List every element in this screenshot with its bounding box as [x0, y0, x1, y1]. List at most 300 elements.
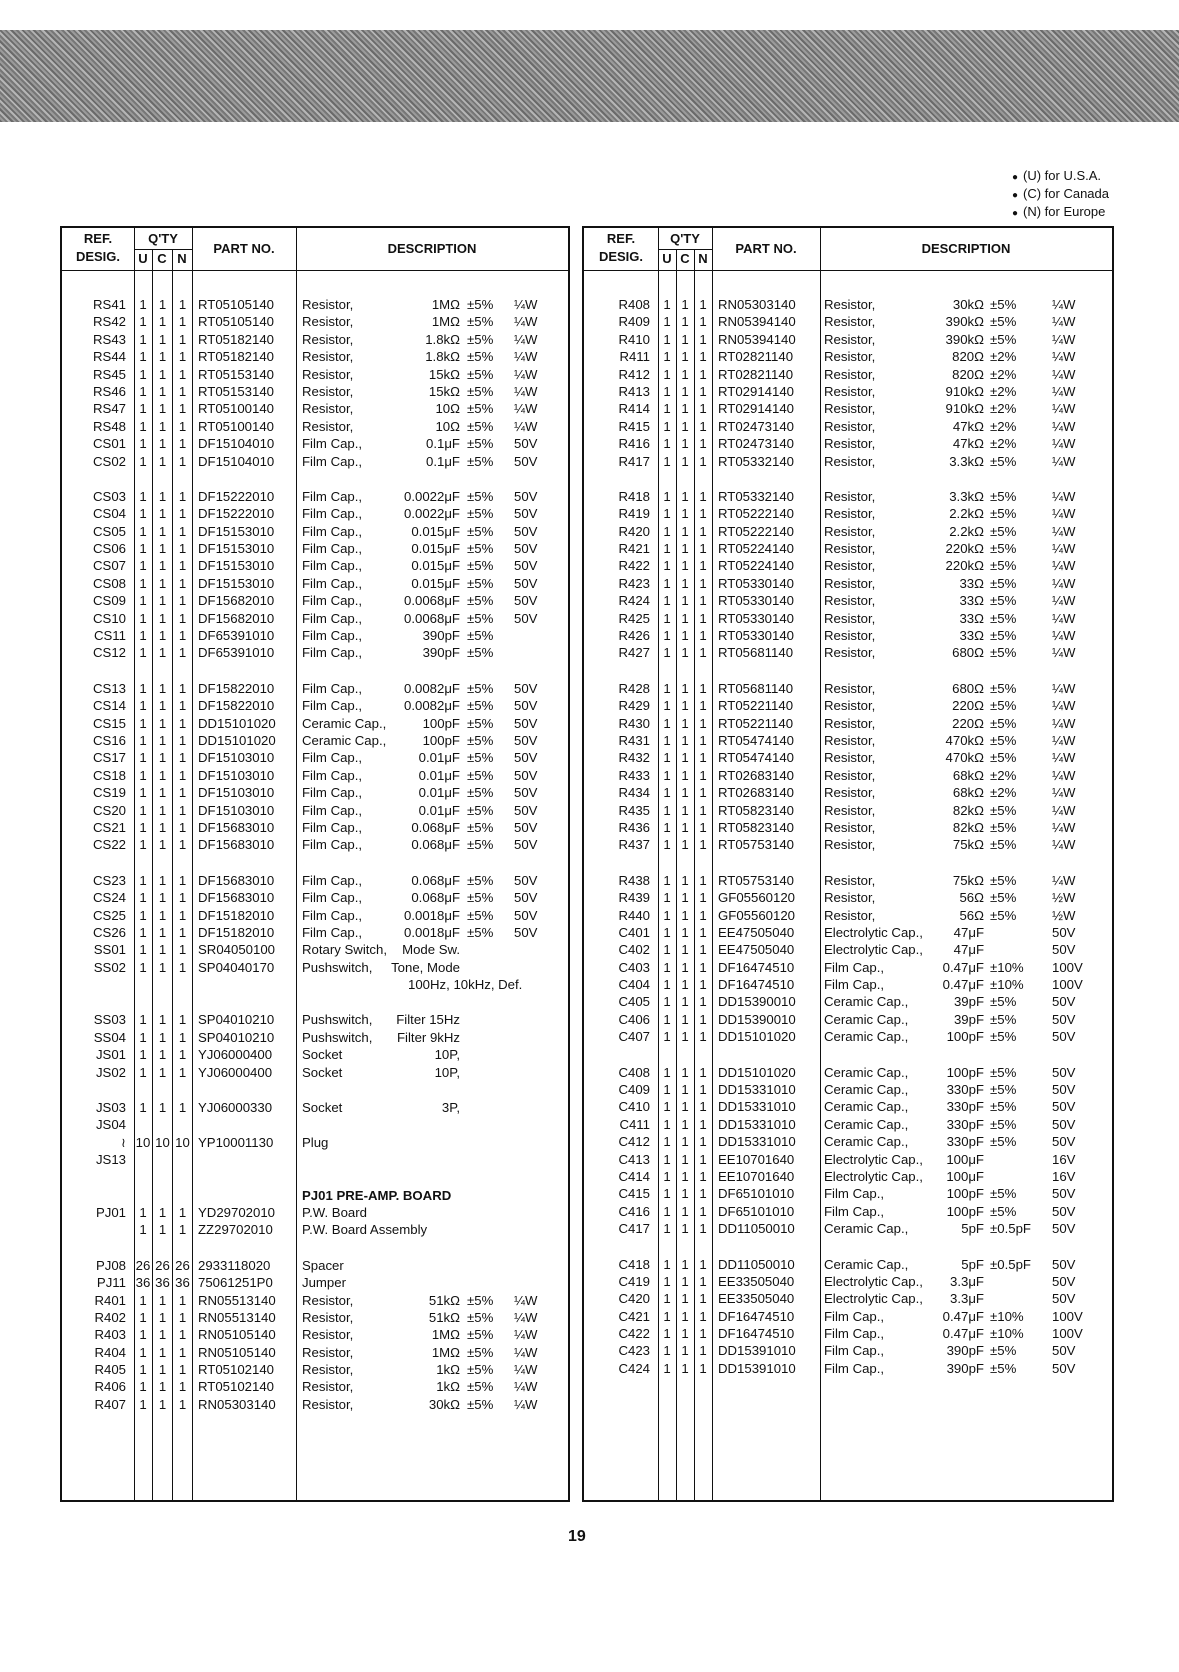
cell-value: 0.015μF	[411, 558, 460, 574]
cell-qty-c: 1	[158, 558, 167, 574]
table-row	[62, 366, 568, 383]
cell-part-no: YJ06000400	[198, 1064, 273, 1080]
cell-qty-u: 1	[139, 732, 147, 748]
cell-qty-u: 1	[139, 802, 147, 818]
cell-tolerance: ±5%	[990, 872, 1017, 888]
cell-qty-c: 1	[681, 1273, 689, 1289]
cell-qty-u: 1	[663, 1151, 671, 1167]
cell-tolerance: ±5%	[467, 488, 494, 504]
cell-qty-n: 1	[699, 297, 707, 312]
cell-rating: ¼W	[1052, 366, 1076, 382]
cell-ref: C404	[618, 977, 650, 993]
cell-ref: CS03	[93, 488, 126, 504]
cell-tolerance: ±5%	[990, 610, 1017, 626]
cell-part-no: 2933118020	[198, 1257, 271, 1273]
cell-qty-u: 1	[663, 488, 671, 504]
cell-value: 1MΩ	[431, 1327, 460, 1343]
cell-qty-u: 1	[139, 750, 147, 766]
row-spacer	[62, 854, 568, 872]
cell-qty-c: 1	[158, 383, 167, 399]
cell-description: Ceramic Cap.,	[824, 1134, 909, 1150]
cell-description: Resistor,	[824, 593, 876, 609]
table-row	[584, 1256, 1112, 1273]
table-row	[584, 1360, 1112, 1377]
cell-qty-c: 1	[158, 1309, 167, 1325]
cell-description: Resistor,	[824, 907, 876, 923]
cell-value: 33Ω	[959, 628, 984, 644]
cell-value: 1MΩ	[431, 297, 460, 312]
cell-part-no: RT05823140	[718, 802, 795, 818]
bullet-icon: ●	[1011, 208, 1019, 219]
cell-ref: R424	[618, 593, 650, 609]
cell-qty-u: 1	[663, 959, 671, 975]
cell-qty-c: 1	[681, 732, 689, 748]
cell-rating: ¼W	[514, 297, 538, 312]
cell-tolerance: ±5%	[467, 819, 494, 835]
cell-ref: C412	[618, 1134, 650, 1150]
cell-qty-n: 1	[699, 541, 707, 557]
cell-value: 0.01μF	[418, 785, 460, 801]
cell-qty-u: 1	[663, 872, 671, 888]
cell-qty-c: 1	[158, 1222, 167, 1238]
cell-qty-n: 1	[699, 1134, 707, 1150]
cell-value: 390pF	[422, 645, 460, 661]
cell-rating: 100V	[1052, 1326, 1083, 1342]
cell-description: Resistor,	[824, 785, 876, 801]
cell-description: Film Cap.,	[302, 558, 363, 574]
cell-value: 75kΩ	[952, 872, 984, 888]
cell-rating: 50V	[514, 698, 538, 714]
cell-ref: R439	[618, 890, 650, 906]
cell-tolerance: ±5%	[990, 506, 1017, 522]
cell-tolerance: ±5%	[990, 1186, 1017, 1202]
cell-ref: CS26	[93, 924, 126, 940]
cell-tolerance: ±5%	[467, 506, 494, 522]
cell-ref: R428	[618, 680, 650, 696]
cell-rating: ¼W	[514, 418, 538, 434]
cell-rating: ½W	[1052, 907, 1076, 923]
cell-qty-u: 1	[663, 750, 671, 766]
cell-rating: ¼W	[514, 1379, 538, 1395]
cell-part-no: DF15682010	[198, 593, 275, 609]
cell-qty-u: 1	[663, 1273, 671, 1289]
cell-qty-c: 1	[158, 488, 167, 504]
table-row	[584, 331, 1112, 348]
cell-value: 0.0068μF	[404, 610, 460, 626]
cell-value: 390pF	[422, 628, 460, 644]
cell-tolerance: ±5%	[990, 890, 1017, 906]
table-row	[584, 836, 1112, 853]
table-row	[62, 802, 568, 819]
table-row	[584, 644, 1112, 661]
table-row	[62, 313, 568, 330]
cell-value: 100pF	[946, 1203, 984, 1219]
cell-qty-n: 1	[178, 349, 187, 365]
cell-part-no: YP10001130	[198, 1134, 274, 1150]
cell-qty-u: 1	[139, 523, 147, 539]
cell-ref: RS42	[93, 314, 126, 330]
cell-part-no: RN05513140	[198, 1309, 276, 1325]
row-spacer	[62, 662, 568, 680]
cell-part-no: YJ06000330	[198, 1100, 273, 1116]
cell-value: 0.0022μF	[404, 488, 460, 504]
cell-tolerance: ±5%	[990, 1064, 1017, 1080]
cell-ref: C415	[618, 1186, 650, 1202]
cell-description: Resistor,	[824, 436, 876, 452]
cell-rating: 50V	[514, 907, 538, 923]
cell-qty-u: 1	[663, 767, 671, 783]
table-row	[62, 1274, 568, 1291]
cell-part-no: DF15153010	[198, 523, 275, 539]
cell-value: 0.47μF	[942, 959, 984, 975]
cell-qty-u: 1	[139, 837, 147, 853]
cell-qty-u: 1	[663, 1116, 671, 1132]
cell-part-no: RT05182140	[198, 349, 275, 365]
table-row	[584, 697, 1112, 714]
cell-value: 0.015μF	[411, 575, 460, 591]
cell-value: 1MΩ	[431, 1344, 460, 1360]
cell-qty-c: 10	[155, 1134, 170, 1150]
col-header-description: DESCRIPTION	[387, 241, 477, 256]
cell-description: Ceramic Cap.,	[824, 1029, 909, 1045]
cell-qty-n: 1	[178, 750, 187, 766]
cell-tolerance: ±2%	[990, 366, 1017, 382]
table-row	[62, 575, 568, 592]
table-row	[62, 540, 568, 557]
cell-value: 470kΩ	[945, 732, 984, 748]
cell-qty-n: 1	[178, 314, 187, 330]
legend-item: ● (C) for Canada	[1011, 186, 1109, 201]
cell-qty-u: 1	[663, 314, 671, 330]
table-row	[584, 610, 1112, 627]
cell-qty-u: 1	[139, 541, 147, 557]
cell-ref: RS47	[93, 401, 126, 417]
cell-qty-n: 1	[178, 418, 187, 434]
cell-part-no: DD15331010	[718, 1082, 796, 1098]
cell-part-no: ZZ29702010	[198, 1222, 273, 1238]
cell-description: Film Cap.,	[824, 1326, 885, 1342]
cell-qty-n: 1	[699, 680, 707, 696]
scanned-header-band	[0, 30, 1179, 122]
cell-description: Socket	[302, 1047, 343, 1063]
cell-ref: R431	[618, 732, 650, 748]
cell-ref: R422	[618, 558, 650, 574]
cell-value: 82kΩ	[952, 802, 984, 818]
cell-value: 30kΩ	[428, 1396, 460, 1412]
cell-ref: CS22	[93, 837, 126, 853]
cell-part-no: RT05474140	[718, 732, 795, 748]
cell-qty-u: 1	[139, 819, 147, 835]
cell-part-no: RT05221140	[718, 698, 794, 714]
cell-qty-n: 1	[699, 1029, 707, 1045]
cell-qty-u: 1	[139, 628, 147, 644]
cell-value: 56Ω	[959, 907, 984, 923]
cell-description: Resistor,	[302, 1292, 354, 1308]
cell-part-no: RT02683140	[718, 767, 795, 783]
cell-qty-n: 1	[178, 1204, 187, 1220]
cell-rating: ¼W	[1052, 453, 1076, 469]
cell-description: Ceramic Cap.,	[824, 1256, 909, 1272]
cell-description: Resistor,	[824, 314, 876, 330]
cell-rating: ¼W	[1052, 314, 1076, 330]
cell-tolerance: ±5%	[990, 698, 1017, 714]
cell-description: Ceramic Cap.,	[824, 1099, 909, 1115]
cell-part-no: DD15101020	[718, 1064, 796, 1080]
table-row	[62, 435, 568, 452]
cell-part-no: DF15683010	[198, 819, 275, 835]
cell-part-no: DF16474510	[718, 959, 795, 975]
cell-value: 0.1μF	[426, 453, 460, 469]
cell-rating: ¼W	[1052, 732, 1076, 748]
cell-rating: ¼W	[514, 366, 538, 382]
cell-part-no: EE33505040	[718, 1291, 795, 1307]
cell-value: 1.8kΩ	[425, 331, 460, 347]
cell-qty-u: 1	[139, 645, 147, 661]
cell-qty-c: 1	[158, 314, 167, 330]
cell-qty-n: 1	[699, 418, 707, 434]
cell-ref: RS48	[93, 418, 126, 434]
cell-description: Spacer	[302, 1257, 344, 1273]
cell-ref: CS23	[93, 872, 126, 888]
cell-value: 0.0082μF	[404, 698, 460, 714]
cell-description: Film Cap.,	[824, 1203, 885, 1219]
cell-tolerance: ±5%	[467, 837, 494, 853]
cell-qty-n: 1	[178, 680, 187, 696]
cell-rating: ¼W	[514, 331, 538, 347]
cell-ref: SS04	[93, 1029, 126, 1045]
cell-rating: ½W	[1052, 890, 1076, 906]
cell-value: 15kΩ	[428, 383, 460, 399]
cell-qty-c: 1	[681, 1168, 689, 1184]
cell-part-no: DF15153010	[198, 541, 275, 557]
cell-qty-u: 1	[139, 1344, 147, 1360]
cell-tolerance: ±5%	[467, 610, 494, 626]
table-row	[62, 732, 568, 749]
cell-qty-c: 1	[681, 1064, 689, 1080]
table-row	[62, 889, 568, 906]
cell-value: 0.015μF	[411, 523, 460, 539]
cell-qty-c: 1	[158, 610, 167, 626]
cell-rating: 50V	[1052, 1029, 1076, 1045]
table-row	[62, 1257, 568, 1274]
cell-qty-c: 1	[681, 523, 689, 539]
cell-tolerance: ±5%	[467, 297, 494, 312]
cell-qty-c: 1	[681, 593, 689, 609]
legend-item: ● (U) for U.S.A.	[1011, 168, 1102, 183]
table-row	[584, 802, 1112, 819]
cell-qty-u: 1	[663, 907, 671, 923]
cell-ref: JS03	[95, 1100, 126, 1116]
cell-ref: R418	[618, 488, 650, 504]
cell-rating: ¼W	[1052, 610, 1076, 626]
cell-qty-c: 1	[158, 924, 167, 940]
cell-qty-n: 1	[178, 837, 187, 853]
cell-qty-n: 1	[178, 383, 187, 399]
cell-description: Film Cap.,	[302, 645, 363, 661]
cell-qty-c: 1	[158, 1379, 167, 1395]
table-row	[62, 680, 568, 697]
cell-qty-c: 1	[158, 819, 167, 835]
table-row	[584, 924, 1112, 941]
cell-qty-n: 1	[178, 593, 187, 609]
cell-description: Resistor,	[824, 750, 876, 766]
cell-description: Ceramic Cap.,	[824, 1064, 909, 1080]
cell-description: Film Cap.,	[302, 610, 363, 626]
cell-qty-c: 1	[158, 907, 167, 923]
cell-qty-c: 1	[681, 1151, 689, 1167]
cell-qty-c: 1	[681, 767, 689, 783]
cell-rating: 50V	[1052, 1343, 1076, 1359]
cell-part-no: RT05753140	[718, 872, 795, 888]
cell-rating: 50V	[514, 610, 538, 626]
cell-qty-c: 1	[158, 680, 167, 696]
cell-ref: CS12	[93, 645, 126, 661]
cell-rating: ¼W	[1052, 401, 1076, 417]
cell-part-no: DF65391010	[198, 645, 275, 661]
cell-description: Film Cap.,	[824, 1343, 885, 1359]
cell-part-no: DF16474510	[718, 1326, 795, 1342]
cell-part-no: RT05153140	[198, 383, 275, 399]
cell-value: 10Ω	[435, 401, 460, 417]
cell-description: Film Cap.,	[302, 872, 363, 888]
cell-qty-u: 1	[139, 907, 147, 923]
table-row	[584, 1064, 1112, 1081]
cell-qty-c: 1	[158, 331, 167, 347]
col-header-u: U	[662, 251, 672, 266]
cell-description: Resistor,	[302, 366, 354, 382]
cell-qty-n: 1	[699, 575, 707, 591]
cell-qty-n: 1	[178, 1362, 187, 1378]
cell-part-no: DF15683010	[198, 872, 275, 888]
cell-qty-c: 1	[681, 349, 689, 365]
table-row	[584, 784, 1112, 801]
cell-value: 390kΩ	[945, 314, 984, 330]
cell-qty-n: 1	[178, 1344, 187, 1360]
cell-qty-u: 1	[663, 785, 671, 801]
cell-value: 1.8kΩ	[425, 349, 460, 365]
table-row	[584, 680, 1112, 697]
cell-qty-n: 1	[699, 1308, 707, 1324]
cell-tolerance: ±0.5pF	[990, 1256, 1031, 1272]
cell-description: Film Cap.,	[302, 890, 363, 906]
table-row	[62, 1309, 568, 1326]
cell-ref: C419	[618, 1273, 650, 1289]
cell-ref: C408	[618, 1064, 650, 1080]
cell-ref: R440	[618, 907, 650, 923]
cell-part-no: RT05330140	[718, 593, 795, 609]
cell-qty-u: 1	[139, 297, 147, 312]
cell-value: 3P,	[441, 1100, 460, 1116]
cell-tolerance: ±5%	[990, 575, 1017, 591]
cell-qty-c: 1	[158, 453, 167, 469]
table-row	[584, 1325, 1112, 1342]
cell-qty-u: 1	[663, 1168, 671, 1184]
table-row	[584, 1151, 1112, 1168]
cell-rating: ¼W	[1052, 349, 1076, 365]
cell-qty-n: 1	[699, 924, 707, 940]
cell-value: 1kΩ	[436, 1379, 460, 1395]
cell-ref: C421	[618, 1308, 650, 1324]
cell-tolerance: ±5%	[467, 1327, 494, 1343]
table-row	[584, 715, 1112, 732]
cell-value: 0.0022μF	[404, 506, 460, 522]
cell-tolerance: ±2%	[990, 436, 1017, 452]
cell-part-no: RT05153140	[198, 366, 275, 382]
cell-qty-c: 1	[681, 610, 689, 626]
table-row	[584, 383, 1112, 400]
cell-tolerance: ±5%	[467, 645, 494, 661]
cell-tolerance: ±5%	[467, 680, 494, 696]
cell-qty-n: 1	[699, 837, 707, 853]
cell-value: 680Ω	[952, 645, 984, 661]
cell-part-no: RT05332140	[718, 488, 795, 504]
cell-tolerance: ±5%	[990, 297, 1017, 312]
cell-rating: ¼W	[1052, 418, 1076, 434]
cell-qty-u: 1	[139, 1204, 147, 1220]
cell-tolerance: ±10%	[990, 959, 1024, 975]
cell-description: Resistor,	[824, 453, 876, 469]
cell-rating: 100V	[1052, 959, 1083, 975]
cell-qty-c: 1	[158, 593, 167, 609]
cell-value: 33Ω	[959, 575, 984, 591]
cell-rating: ¼W	[514, 1362, 538, 1378]
cell-ref: C422	[618, 1326, 650, 1342]
cell-part-no: RT02914140	[718, 383, 795, 399]
table-row	[584, 1028, 1112, 1045]
cell-tolerance: ±5%	[467, 890, 494, 906]
cell-qty-u: 1	[139, 575, 147, 591]
table-row	[584, 907, 1112, 924]
cell-qty-u: 1	[663, 732, 671, 748]
cell-tolerance: ±5%	[467, 924, 494, 940]
cell-description: Ceramic Cap.,	[302, 715, 387, 731]
cell-rating: 50V	[514, 767, 538, 783]
cell-part-no: DF16474510	[718, 1308, 795, 1324]
cell-ref: RS45	[93, 366, 126, 382]
cell-qty-u: 1	[139, 610, 147, 626]
cell-qty-u: 1	[663, 436, 671, 452]
cell-description: Resistor,	[824, 715, 876, 731]
cell-ref: C414	[618, 1168, 650, 1184]
cell-part-no: DF65101010	[718, 1186, 795, 1202]
cell-qty-u: 1	[663, 575, 671, 591]
cell-qty-c: 1	[158, 837, 167, 853]
col-header-description: DESCRIPTION	[921, 241, 1011, 256]
cell-ref: R409	[618, 314, 650, 330]
row-spacer	[62, 1081, 568, 1099]
cell-qty-u: 10	[135, 1134, 151, 1150]
cell-qty-n: 1	[699, 1360, 707, 1376]
cell-tolerance: ±5%	[990, 732, 1017, 748]
col-header-part-no: PART NO.	[213, 241, 275, 256]
cell-value: 5pF	[961, 1256, 984, 1272]
cell-tolerance: ±5%	[990, 907, 1017, 923]
cell-rating: 50V	[514, 837, 538, 853]
table-row	[584, 418, 1112, 435]
cell-qty-c: 1	[158, 1327, 167, 1343]
cell-qty-c: 1	[158, 715, 167, 731]
cell-value: 10P,	[434, 1047, 460, 1063]
cell-qty-n: 1	[699, 488, 707, 504]
cell-description: Ceramic Cap.,	[824, 1116, 909, 1132]
cell-qty-n: 1	[178, 907, 187, 923]
row-spacer	[584, 854, 1112, 872]
cell-value: 0.01μF	[418, 802, 460, 818]
cell-qty-u: 1	[139, 1047, 147, 1063]
cell-qty-c: 1	[158, 732, 167, 748]
table-row	[584, 557, 1112, 574]
cell-qty-c: 1	[158, 1064, 167, 1080]
